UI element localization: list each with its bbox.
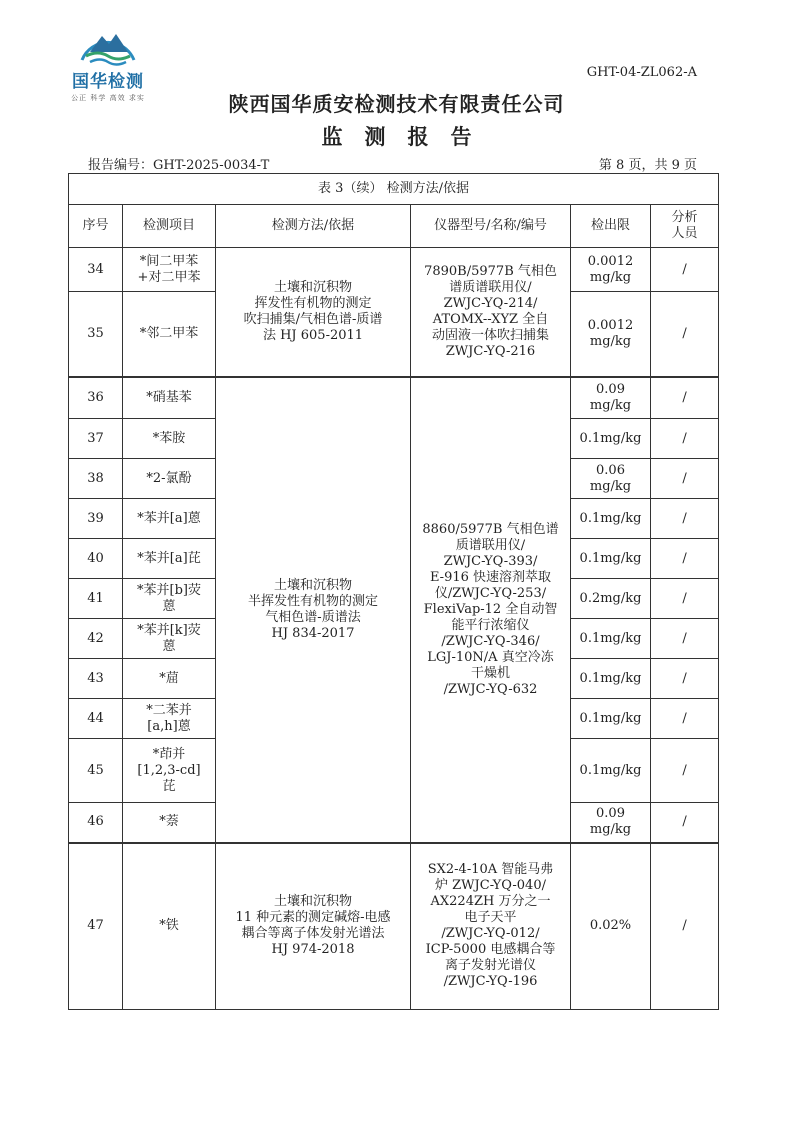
row-analyst: / [651, 248, 719, 292]
row-item: *硝基苯 [123, 377, 216, 419]
row-limit: 0.1mg/kg [571, 659, 651, 699]
row-no: 41 [69, 579, 123, 619]
document-code: GHT-04-ZL062-A [586, 65, 697, 80]
report-number: 报告编号：GHT-2025-0034-T [88, 158, 270, 173]
row-item: *二苯并 [a,h]蒽 [123, 699, 216, 739]
row-limit: 0.1mg/kg [571, 619, 651, 659]
row-limit: 0.09 mg/kg [571, 803, 651, 843]
table-row [69, 248, 719, 292]
header-no: 序号 [69, 205, 123, 248]
row-limit: 0.02% [571, 843, 651, 1010]
row-method: 土壤和沉积物 挥发性有机物的测定 吹扫捕集/气相色谱-质谱 法 HJ 605-2011 [216, 248, 411, 377]
row-item: *苯并[k]荧 蒽 [123, 619, 216, 659]
row-no: 34 [69, 248, 123, 292]
row-no: 42 [69, 619, 123, 659]
header-instrument: 仪器型号/名称/编号 [411, 205, 571, 248]
row-item: *苯并[b]荧 蒽 [123, 579, 216, 619]
row-analyst: / [651, 699, 719, 739]
row-item: *铁 [123, 843, 216, 1010]
row-item: *间二甲苯 +对二甲苯 [123, 248, 216, 292]
header-item: 检测项目 [123, 205, 216, 248]
row-no: 37 [69, 419, 123, 459]
table-row [69, 377, 719, 419]
row-analyst: / [651, 739, 719, 803]
row-instrument: SX2-4-10A 智能马弗 炉 ZWJC-YQ-040/ AX224ZH 万分之一 电子天平 /ZWJC-YQ-012/ ICP-5000 电感耦合等 离子发射光谱仪 /ZWJC-YQ-196 [411, 843, 571, 1010]
row-no: 35 [69, 292, 123, 377]
row-analyst: / [651, 539, 719, 579]
row-instrument: 7890B/5977B 气相色 谱质谱联用仪/ ZWJC-YQ-214/ ATOMX--XYZ 全自 动固液一体吹扫捕集 ZWJC-YQ-216 [411, 248, 571, 377]
row-analyst: / [651, 292, 719, 377]
logo-name: 国华检测 [72, 72, 144, 92]
row-item: *2-氯酚 [123, 459, 216, 499]
row-item: *䓛 [123, 659, 216, 699]
row-no: 46 [69, 803, 123, 843]
row-limit: 0.1mg/kg [571, 499, 651, 539]
row-analyst: / [651, 659, 719, 699]
row-item: *苯胺 [123, 419, 216, 459]
row-limit: 0.06 mg/kg [571, 459, 651, 499]
row-item: *茚并 [1,2,3-cd] 芘 [123, 739, 216, 803]
table-row [69, 843, 719, 1010]
row-limit: 0.0012 mg/kg [571, 248, 651, 292]
row-limit: 0.1mg/kg [571, 699, 651, 739]
header-limit: 检出限 [571, 205, 651, 248]
row-limit: 0.09 mg/kg [571, 377, 651, 419]
row-no: 39 [69, 499, 123, 539]
row-analyst: / [651, 843, 719, 1010]
row-limit: 0.1mg/kg [571, 419, 651, 459]
row-limit: 0.1mg/kg [571, 539, 651, 579]
logo-slogan: 公正 科学 高效 求实 [71, 94, 145, 102]
row-no: 45 [69, 739, 123, 803]
row-limit: 0.0012 mg/kg [571, 292, 651, 377]
row-limit: 0.2mg/kg [571, 579, 651, 619]
row-item: *苯并[a]芘 [123, 539, 216, 579]
row-analyst: / [651, 377, 719, 419]
page-number: 第 8 页，共 9 页 [598, 158, 697, 173]
row-limit: 0.1mg/kg [571, 739, 651, 803]
company-name: 陕西国华质安检测技术有限责任公司 [228, 92, 565, 116]
row-method: 土壤和沉积物 半挥发性有机物的测定 气相色谱-质谱法 HJ 834-2017 [216, 377, 411, 843]
row-no: 43 [69, 659, 123, 699]
row-analyst: / [651, 579, 719, 619]
row-item: *邻二甲苯 [123, 292, 216, 377]
header-analyst: 分析 人员 [651, 205, 719, 248]
row-no: 44 [69, 699, 123, 739]
row-analyst: / [651, 419, 719, 459]
row-analyst: / [651, 619, 719, 659]
row-analyst: / [651, 803, 719, 843]
row-no: 38 [69, 459, 123, 499]
row-no: 47 [69, 843, 123, 1010]
method-table [68, 173, 719, 1010]
header-method: 检测方法/依据 [216, 205, 411, 248]
row-item: *苯并[a]蒽 [123, 499, 216, 539]
row-analyst: / [651, 499, 719, 539]
row-analyst: / [651, 459, 719, 499]
row-no: 36 [69, 377, 123, 419]
row-instrument: 8860/5977B 气相色谱 质谱联用仪/ ZWJC-YQ-393/ E-916 快速溶剂萃取 仪/ZWJC-YQ-253/ FlexiVap-12 全自动智 能平行浓缩仪 /ZWJC-YQ-346/ LGJ-10N/A 真空冷冻 干燥机 /ZWJC-YQ-632 [411, 377, 571, 843]
table-caption: 表 3（续） 检测方法/依据 [69, 174, 719, 205]
row-item: *萘 [123, 803, 216, 843]
row-no: 40 [69, 539, 123, 579]
report-title: 监测报告 [321, 125, 494, 149]
mountain-wave-icon [76, 20, 140, 66]
row-method: 土壤和沉积物 11 种元素的测定碱熔-电感 耦合等离子体发射光谱法 HJ 974-2018 [216, 843, 411, 1010]
